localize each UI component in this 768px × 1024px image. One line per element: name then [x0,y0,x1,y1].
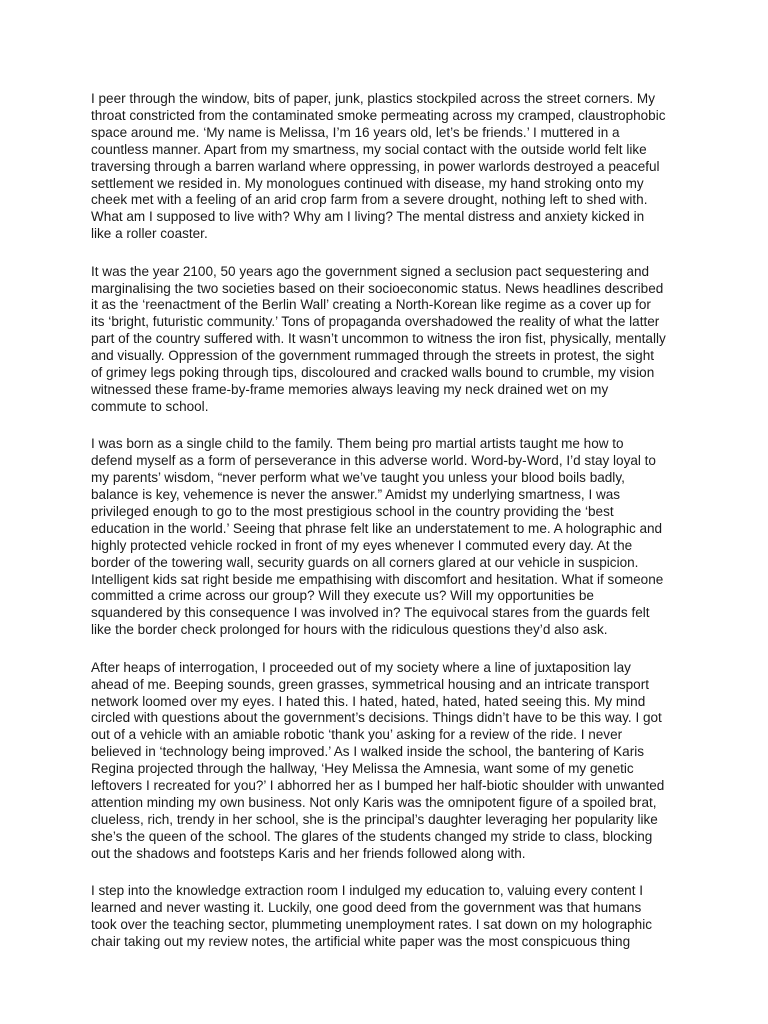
paragraph-2: It was the year 2100, 50 years ago the government signed a seclusion pact sequestering and marginalising the two societies based on their socioeconomic status. News headlines described it as the ‘reenactment of the Berlin Wall’ creating a North-Korean like regime as a cover up for its ‘bright, futuristic community.’ Tons of propaganda overshadowed the reality of what the latter part of the country suffered with. It wasn’t uncommon to witness the iron fist, physically, mentally and visually. Oppression of the government rummaged through the streets in protest, the sight of grimey legs poking through tips, discoloured and cracked walls bound to crumble, my vision witnessed these frame-by-frame memories always leaving my neck drained wet on my commute to school. [91,263,666,414]
paragraph-3: I was born as a single child to the family. Them being pro martial artists taught me how to defend myself as a form of perseverance in this adverse world. Word-by-Word, I’d stay loyal to my parents’ wisdom, “never perform what we’ve taught you unless your blood boils badly, balance is key, vehemence is never the answer.” Amidst my underlying smartness, I was privileged enough to go to the most prestigious school in the country providing the ‘best education in the world.’ Seeing that phrase felt like an understatement to me. A holographic and highly protected vehicle rocked in front of my eyes whenever I commuted every day. At the border of the towering wall, security guards on all corners glared at our vehicle in suspicion. Intelligent kids sat right beside me empathising with discomfort and hesitation. What if someone committed a crime across our group? Will they execute us? Will my opportunities be squandered by this consequence I was involved in? The equivocal stares from the guards felt like the border check prolonged for hours with the ridiculous questions they’d also ask. [91,436,664,638]
paragraph-4: After heaps of interrogation, I proceeded out of my society where a line of juxtaposition lay ahead of me. Beeping sounds, green grasses, symmetrical housing and an intricate transport network loomed over my eyes. I hated this. I hated, hated, hated, hated seeing this. My mind circled with questions about the government’s decisions. Things didn’t have to be this way. I got out of a vehicle with an amiable robotic ‘thank you’ asking for a review of the ride. I never believed in ‘technology being improved.’ As I walked inside the school, the bantering of Karis Regina projected through the hallway, ‘Hey Melissa the Amnesia, want some of my genetic leftovers I recreated for you?’ I abhorred her as I bumped her half-biotic shoulder with unwanted attention minding my own business. Not only Karis was the omnipotent figure of a spoiled brat, clueless, rich, trendy in her school, she is the principal’s daughter leveraging her popularity like she’s the queen of the school. The glares of the students changed my stride to class, blocking out the shadows and footsteps Karis and her friends followed along with. [91,659,665,861]
paragraph-1: I peer through the window, bits of paper, junk, plastics stockpiled across the street corners. My throat constricted from the contaminated smoke permeating across my cramped, claustrophobic space around me. ‘My name is Melissa, I’m 16 years old, let’s be friends.’ I muttered in a countless manner. Apart from my smartness, my social contact with the outside world felt like traversing through a barren warland where oppressing, in power warlords destroyed a peaceful settlement we resided in. My monologues continued with disease, my hand stroking onto my cheek met with a feeling of an arid crop farm from a severe drought, nothing left to shed with. What am I supposed to live with? Why am I living? The mental distress and anxiety kicked in like a roller coaster. [91,91,666,242]
paragraph-5: I step into the knowledge extraction room I indulged my education to, valuing every content I learned and never wasting it. Luckily, one good deed from the government was that humans took over the teaching sector, plummeting unemployment rates. I sat down on my holographic chair taking out my review notes, the artificial white paper was the most conspicuous thing [91,883,652,949]
